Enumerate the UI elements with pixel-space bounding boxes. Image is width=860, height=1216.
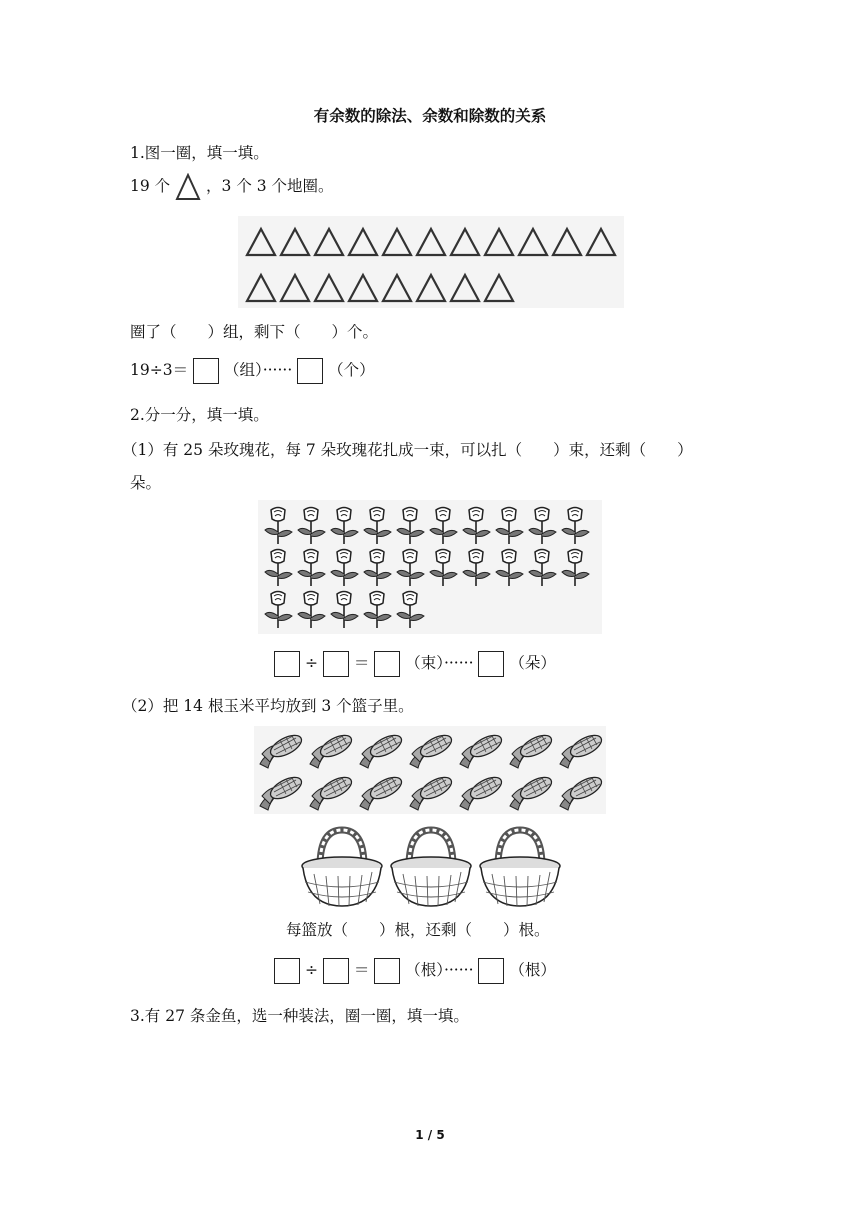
corn-icon bbox=[256, 728, 306, 770]
triangle-icon bbox=[175, 173, 201, 201]
q1-intro bbox=[130, 173, 334, 201]
triangle-icon bbox=[584, 226, 618, 258]
triangle-icon bbox=[448, 226, 482, 258]
triangle-icon bbox=[380, 272, 414, 304]
page-title: 有余数的除法、余数和除数的关系 bbox=[313, 107, 547, 125]
basket-row bbox=[298, 826, 568, 910]
basket-figure bbox=[298, 826, 568, 910]
triangle-row-2 bbox=[244, 272, 516, 304]
rose-row bbox=[262, 588, 592, 630]
rose-icon bbox=[394, 504, 427, 546]
rose-icon bbox=[295, 504, 328, 546]
corn-icon bbox=[556, 728, 606, 770]
rose-rows bbox=[262, 504, 592, 630]
corn-icon bbox=[456, 728, 506, 770]
rose-icon bbox=[361, 546, 394, 588]
q2-part2-fill: 每篮放（ ）根，还剩（ ）根。 bbox=[286, 921, 550, 939]
basket-icon bbox=[387, 826, 476, 910]
triangle-icon bbox=[278, 226, 312, 258]
answer-box-remainder[interactable] bbox=[478, 958, 504, 984]
rose-icon bbox=[295, 546, 328, 588]
triangle-icon bbox=[244, 226, 278, 258]
q2-part1-line1: （1）有 25 朵玫瑰花，每 7 朵玫瑰花扎成一束，可以扎（ ）束，还剩（ ） bbox=[122, 441, 693, 459]
q1-equation bbox=[130, 358, 375, 384]
corn-row bbox=[256, 728, 606, 770]
answer-box-remainder[interactable] bbox=[297, 358, 323, 384]
triangle-icon bbox=[278, 272, 312, 304]
basket-icon bbox=[476, 826, 565, 910]
rose-icon bbox=[295, 588, 328, 630]
rose-icon bbox=[394, 588, 427, 630]
div-sign: ÷ bbox=[304, 961, 318, 979]
rose-icon bbox=[526, 504, 559, 546]
corn-icon bbox=[406, 728, 456, 770]
rose-icon bbox=[262, 546, 295, 588]
corn-icon bbox=[456, 770, 506, 812]
q1-fill-line: 圈了（ ）组，剩下（ ）个。 bbox=[130, 323, 379, 341]
rose-icon bbox=[328, 504, 361, 546]
rose-icon bbox=[559, 504, 592, 546]
corn-icon bbox=[556, 770, 606, 812]
rose-icon bbox=[427, 504, 460, 546]
equals-sign: ＝ bbox=[353, 961, 370, 979]
q1-intro-suffix: ，3 个 3 个地圈。 bbox=[206, 177, 334, 195]
rose-icon bbox=[493, 546, 526, 588]
corn-icon bbox=[306, 728, 356, 770]
q1-eq-unit2: （个） bbox=[328, 361, 375, 379]
q2-part1-line2: 朵。 bbox=[130, 474, 162, 492]
rose-icon bbox=[361, 504, 394, 546]
triangle-icon bbox=[346, 226, 380, 258]
equals-sign: ＝ bbox=[353, 654, 370, 672]
answer-box-remainder[interactable] bbox=[478, 651, 504, 677]
page-number: 1 / 5 bbox=[415, 1128, 445, 1142]
answer-box-divisor[interactable] bbox=[323, 651, 349, 677]
corn-icon bbox=[356, 770, 406, 812]
rose-icon bbox=[460, 504, 493, 546]
triangle-icon bbox=[448, 272, 482, 304]
answer-box-groups[interactable] bbox=[193, 358, 219, 384]
triangle-row-1 bbox=[244, 226, 618, 258]
q2-part1-equation bbox=[274, 651, 556, 677]
triangle-icon bbox=[414, 226, 448, 258]
corn-icon bbox=[306, 770, 356, 812]
rose-icon bbox=[559, 546, 592, 588]
triangle-icon bbox=[380, 226, 414, 258]
rose-icon bbox=[394, 546, 427, 588]
unit-bunch: （束）······ bbox=[405, 654, 474, 672]
rose-row bbox=[262, 504, 592, 546]
answer-box-quotient[interactable] bbox=[374, 651, 400, 677]
rose-icon bbox=[328, 546, 361, 588]
div-sign: ÷ bbox=[304, 654, 318, 672]
corn-rows bbox=[256, 728, 606, 812]
q2-heading: 2.分一分，填一填。 bbox=[130, 406, 269, 424]
unit-stick-2: （根） bbox=[509, 961, 556, 979]
corn-icon bbox=[506, 770, 556, 812]
triangle-icon bbox=[482, 226, 516, 258]
triangle-icon bbox=[312, 226, 346, 258]
triangle-icon bbox=[482, 272, 516, 304]
answer-box-dividend[interactable] bbox=[274, 958, 300, 984]
rose-icon bbox=[427, 546, 460, 588]
rose-icon bbox=[262, 588, 295, 630]
triangle-icon bbox=[346, 272, 380, 304]
q1-heading: 1.图一圈，填一填。 bbox=[130, 144, 269, 162]
rose-icon bbox=[262, 504, 295, 546]
q1-eq-unit1: （组）······ bbox=[223, 361, 293, 379]
rose-icon bbox=[493, 504, 526, 546]
triangle-figure bbox=[238, 216, 624, 308]
rose-icon bbox=[460, 546, 493, 588]
corn-icon bbox=[256, 770, 306, 812]
corn-icon bbox=[406, 770, 456, 812]
corn-row bbox=[256, 770, 606, 812]
answer-box-dividend[interactable] bbox=[274, 651, 300, 677]
rose-row bbox=[262, 546, 592, 588]
q2-part2-equation bbox=[274, 958, 556, 984]
q3-heading: 3.有 27 条金鱼，选一种装法，圈一圈，填一填。 bbox=[130, 1007, 469, 1025]
rose-icon bbox=[361, 588, 394, 630]
triangle-icon bbox=[516, 226, 550, 258]
corn-icon bbox=[506, 728, 556, 770]
answer-box-quotient[interactable] bbox=[374, 958, 400, 984]
q2-part2-heading: （2）把 14 根玉米平均放到 3 个篮子里。 bbox=[122, 697, 414, 715]
q1-eq-prefix: 19÷3＝ bbox=[130, 361, 189, 379]
rose-figure bbox=[258, 500, 602, 634]
corn-figure bbox=[254, 726, 606, 814]
answer-box-divisor[interactable] bbox=[323, 958, 349, 984]
q1-intro-prefix: 19 个 bbox=[130, 177, 171, 195]
basket-icon bbox=[298, 826, 387, 910]
triangle-icon bbox=[550, 226, 584, 258]
unit-stick: （根）······ bbox=[405, 961, 474, 979]
triangle-icon bbox=[312, 272, 346, 304]
triangle-icon bbox=[244, 272, 278, 304]
corn-icon bbox=[356, 728, 406, 770]
rose-icon bbox=[526, 546, 559, 588]
unit-flower: （朵） bbox=[509, 654, 556, 672]
triangle-icon bbox=[414, 272, 448, 304]
rose-icon bbox=[328, 588, 361, 630]
